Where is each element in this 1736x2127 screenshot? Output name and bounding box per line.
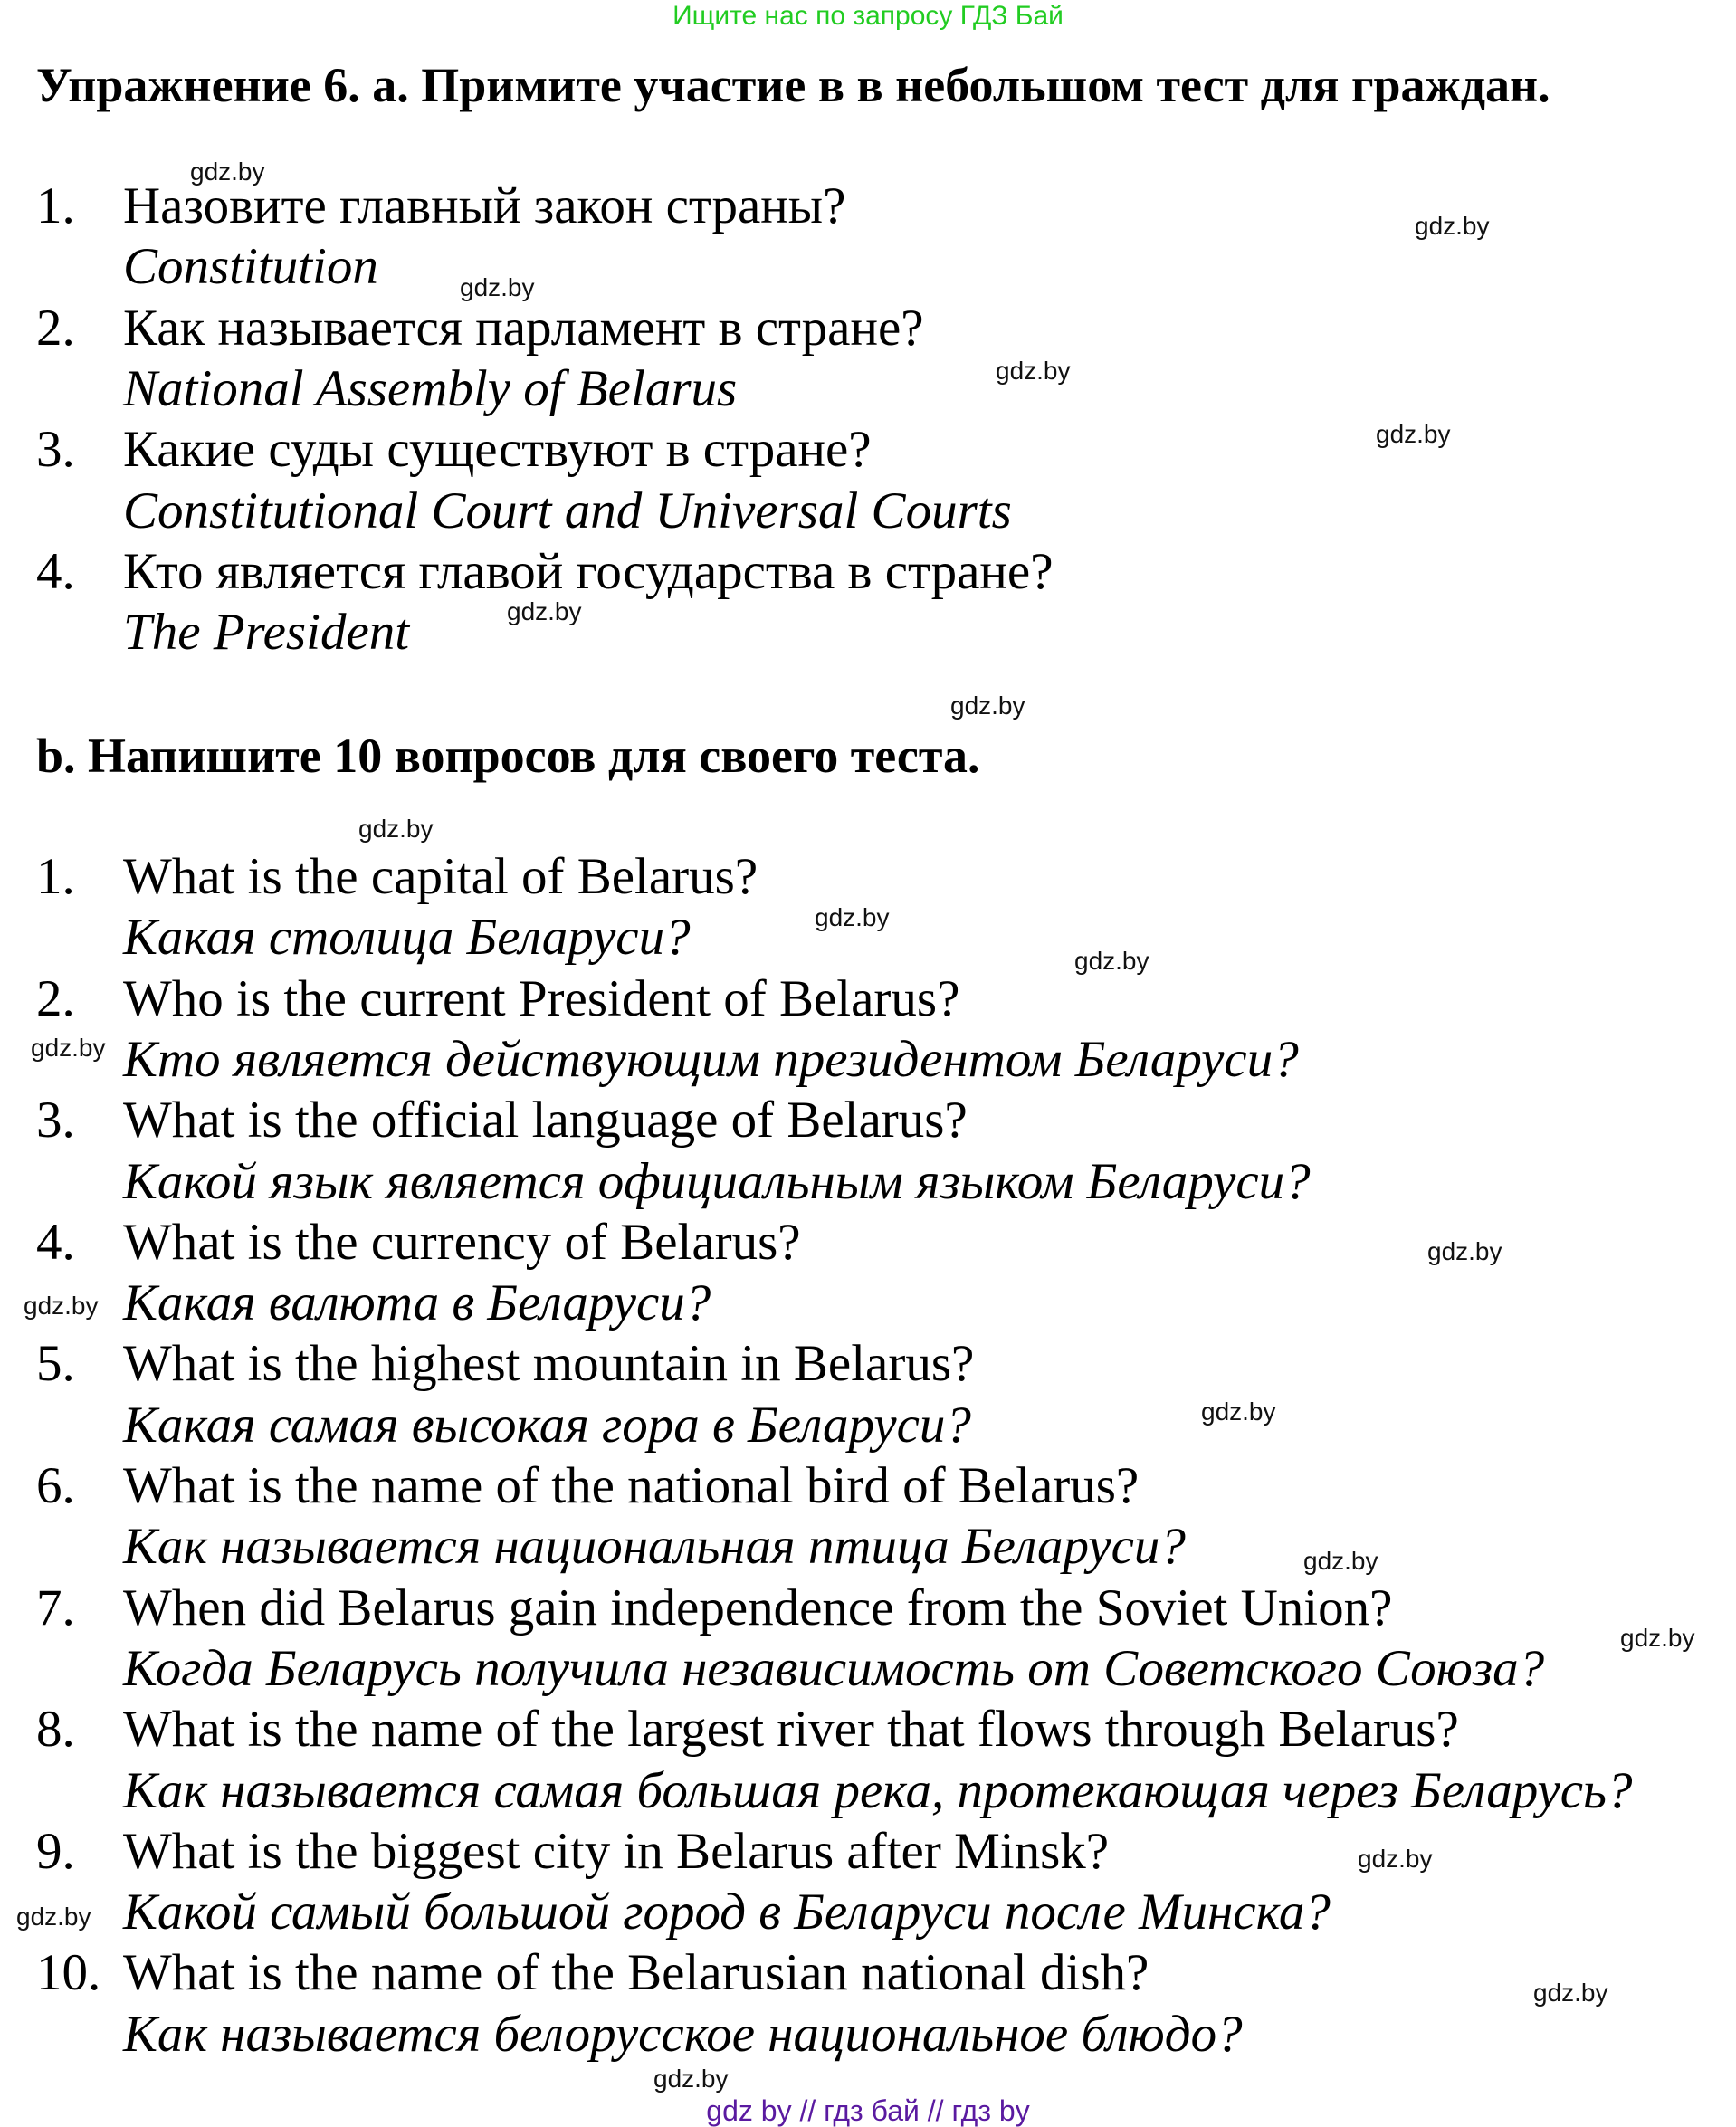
answer-text: Какая столица Беларуси? <box>123 909 691 967</box>
item-number: 7. <box>36 1579 75 1636</box>
footer-links: gdz by // гдз бай // гдз by <box>706 2094 1030 2127</box>
question-text: Какие суды существуют в стране? <box>123 421 872 479</box>
item-number: 1. <box>36 177 75 234</box>
question-text: Как называется парламент в стране? <box>123 299 924 357</box>
answer-text: Какая валюта в Беларуси? <box>123 1274 711 1332</box>
watermark: gdz.by <box>358 815 434 843</box>
watermark: gdz.by <box>1303 1547 1378 1575</box>
question-text: Who is the current President of Belarus? <box>123 969 960 1027</box>
item-number: 2. <box>36 969 75 1027</box>
answer-text: Какой самый большой город в Беларуси после Минска? <box>123 1884 1331 1941</box>
watermark: gdz.by <box>190 157 265 186</box>
watermark: gdz.by <box>16 1903 91 1931</box>
watermark: gdz.by <box>24 1292 99 1320</box>
item-number: 5. <box>36 1335 75 1393</box>
watermark: gdz.by <box>996 357 1071 385</box>
answer-text: Когда Беларусь получила независимость от Советского Союза? <box>123 1639 1545 1697</box>
watermark: gdz.by <box>1533 1979 1608 2007</box>
item-number: 1. <box>36 848 75 905</box>
item-number: 3. <box>36 1092 75 1149</box>
watermark: gdz.by <box>653 2065 729 2093</box>
item-number: 8. <box>36 1701 75 1759</box>
answer-text: Какой язык является официальным языком Беларуси? <box>123 1152 1311 1210</box>
answer-text: Как называется самая большая река, протекающая через Беларусь? <box>123 1761 1633 1819</box>
question-text: What is the capital of Belarus? <box>123 848 758 905</box>
watermark: gdz.by <box>1358 1845 1433 1873</box>
top-banner: Ищите нас по запросу ГДЗ Бай <box>672 1 1064 31</box>
watermark: gdz.by <box>507 597 582 625</box>
exercise-heading-a: Упражнение 6. a. Примите участие в в небольшом тест для граждан. <box>36 58 1550 112</box>
question-text: What is the name of the national bird of Belarus? <box>123 1457 1140 1514</box>
question-text: What is the official language of Belarus? <box>123 1092 968 1149</box>
question-text: Назовите главный закон страны? <box>123 177 846 234</box>
answer-text: Constitutional Court and Universal Courts <box>123 482 1012 539</box>
item-number: 6. <box>36 1457 75 1514</box>
watermark: gdz.by <box>1201 1397 1276 1426</box>
watermark: gdz.by <box>31 1034 106 1062</box>
answer-text: Как называется национальная птица Беларуси? <box>123 1518 1186 1576</box>
item-number: 10. <box>36 1944 101 2002</box>
watermark: gdz.by <box>1415 212 1490 240</box>
exercise-heading-b: b. Напишите 10 вопросов для своего теста. <box>36 729 980 783</box>
item-number: 4. <box>36 1213 75 1271</box>
question-text: What is the biggest city in Belarus after Minsk? <box>123 1822 1110 1880</box>
answer-text: Как называется белорусское национальное блюдо? <box>123 2005 1243 2063</box>
watermark: gdz.by <box>460 273 535 301</box>
item-number: 9. <box>36 1822 75 1880</box>
answer-text: Constitution <box>123 238 378 296</box>
item-number: 4. <box>36 542 75 600</box>
question-text: What is the currency of Belarus? <box>123 1213 801 1271</box>
question-text: Кто является главой государства в стране? <box>123 542 1054 600</box>
answer-text: The President <box>123 604 410 662</box>
answer-text: Какая самая высокая гора в Беларуси? <box>123 1396 971 1454</box>
question-text: What is the name of the Belarusian national dish? <box>123 1944 1149 2002</box>
item-number: 2. <box>36 299 75 357</box>
watermark: gdz.by <box>1620 1624 1695 1652</box>
answer-text: Кто является действующим президентом Беларуси? <box>123 1030 1299 1088</box>
question-text: When did Belarus gain independence from the Soviet Union? <box>123 1579 1393 1636</box>
question-text: What is the name of the largest river that flows through Belarus? <box>123 1701 1459 1759</box>
answer-text: National Assembly of Belarus <box>123 359 738 417</box>
watermark: gdz.by <box>950 692 1025 720</box>
question-text: What is the highest mountain in Belarus? <box>123 1335 975 1393</box>
watermark: gdz.by <box>1427 1237 1502 1265</box>
watermark: gdz.by <box>1074 947 1149 975</box>
item-number: 3. <box>36 421 75 479</box>
watermark: gdz.by <box>815 903 890 931</box>
watermark: gdz.by <box>1376 420 1451 448</box>
